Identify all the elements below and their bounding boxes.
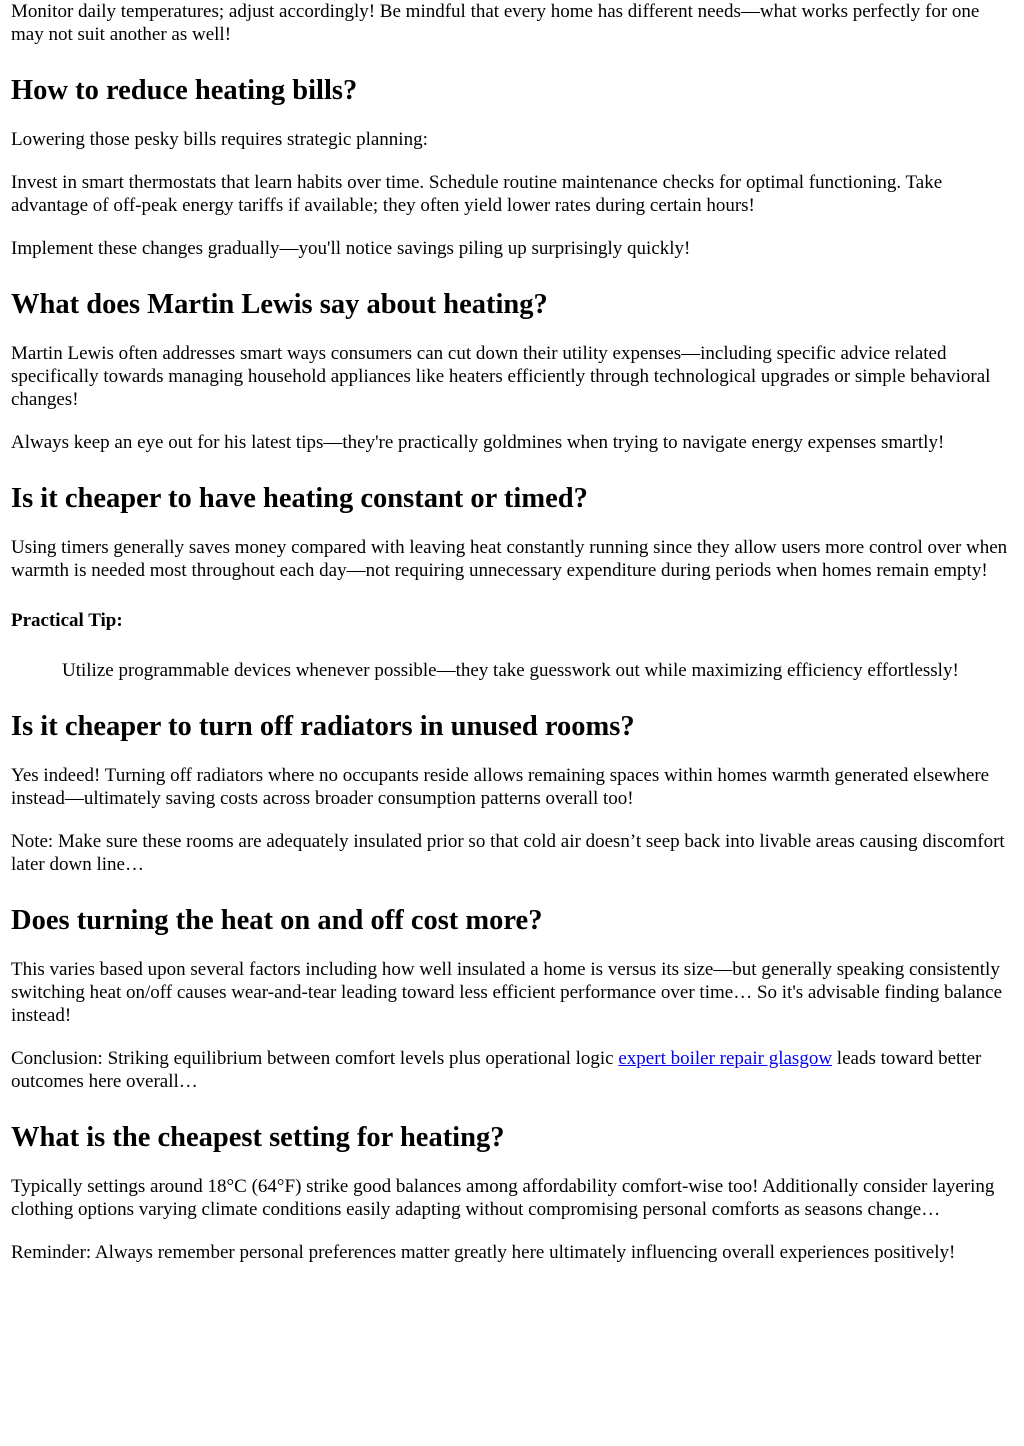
section-heat-on-off: [11, 904, 1013, 1093]
paragraph: Always keep an eye out for his latest tips—they're practically goldmines when trying to navigate energy expenses smartly!: [11, 432, 945, 453]
section-heading: Is it cheaper to turn off radiators in unused rooms?: [11, 711, 635, 742]
paragraph: Implement these changes gradually—you'll notice savings piling up surprisingly quickly!: [11, 238, 691, 259]
section-heading: What is the cheapest setting for heating?: [11, 1122, 505, 1153]
section-heading: What does Martin Lewis say about heating?: [11, 289, 548, 320]
section-constant-or-timed: [11, 482, 1013, 682]
paragraph: Note: Make sure these rooms are adequately insulated prior so that cold air doesn’t seep back into livable areas causing discomfort later down line…: [11, 831, 1005, 875]
paragraph: This varies based upon several factors including how well insulated a home is versus its size—but generally speaking consistently switching heat on/off causes wear-and-tear leading toward less efficient performance over time… So it's advisable finding balance instead!: [11, 959, 1003, 1026]
section-reduce-heating-bills: [11, 74, 1013, 260]
section-heading: Is it cheaper to have heating constant or timed?: [11, 483, 588, 514]
practical-tip-quote: Utilize programmable devices whenever possible—they take guesswork out while maximizing efficiency effortlessly!: [62, 660, 959, 681]
paragraph: Invest in smart thermostats that learn habits over time. Schedule routine maintenance checks for optimal functioning. Take advantage of off-peak energy tariffs if available; they often yield lower rates during certain hours!: [11, 172, 943, 216]
paragraph: Yes indeed! Turning off radiators where no occupants reside allows remaining spaces within homes warmth generated elsewhere instead—ultimately saving costs across broader consumption patterns overall too!: [11, 765, 990, 809]
section-heading: How to reduce heating bills?: [11, 75, 358, 106]
paragraph: Reminder: Always remember personal preferences matter greatly here ultimately influencing overall experiences positively!: [11, 1242, 956, 1263]
paragraph: Lowering those pesky bills requires strategic planning:: [11, 129, 428, 150]
expert-boiler-repair-link[interactable]: expert boiler repair glasgow: [618, 1048, 833, 1069]
conclusion-text-before: Conclusion: Striking equilibrium between comfort levels plus operational logic: [11, 1048, 619, 1069]
article: [11, 0, 1013, 1264]
intro-paragraph: Monitor daily temperatures; adjust accordingly! Be mindful that every home has different needs—what works perfectly for one may not suit another as well!: [11, 1, 980, 45]
conclusion-text-after: leads toward better outcomes here overall…: [11, 1048, 982, 1092]
paragraph: Typically settings around 18°C (64°F) strike good balances among affordability comfort-wise too! Additionally consider layering clothing options varying climate conditions easily adapting without compromising personal comforts as seasons change…: [11, 1176, 995, 1220]
paragraph: Martin Lewis often addresses smart ways consumers can cut down their utility expenses—including specific advice related specifically towards managing household appliances like heaters efficiently through technological upgrades or simple behavioral changes!: [11, 343, 991, 410]
section-martin-lewis: [11, 288, 1013, 454]
paragraph: Using timers generally saves money compared with leaving heat constantly running since they allow users more control over when warmth is needed most throughout each day—not requiring unnecessary expenditure during periods when homes remain empty!: [11, 537, 1008, 581]
conclusion-paragraph: [11, 1047, 1013, 1093]
section-heading: Does turning the heat on and off cost more?: [11, 905, 543, 936]
practical-tip-heading: Practical Tip:: [11, 610, 123, 631]
section-radiators-unused-rooms: [11, 710, 1013, 876]
section-cheapest-setting: [11, 1121, 1013, 1264]
